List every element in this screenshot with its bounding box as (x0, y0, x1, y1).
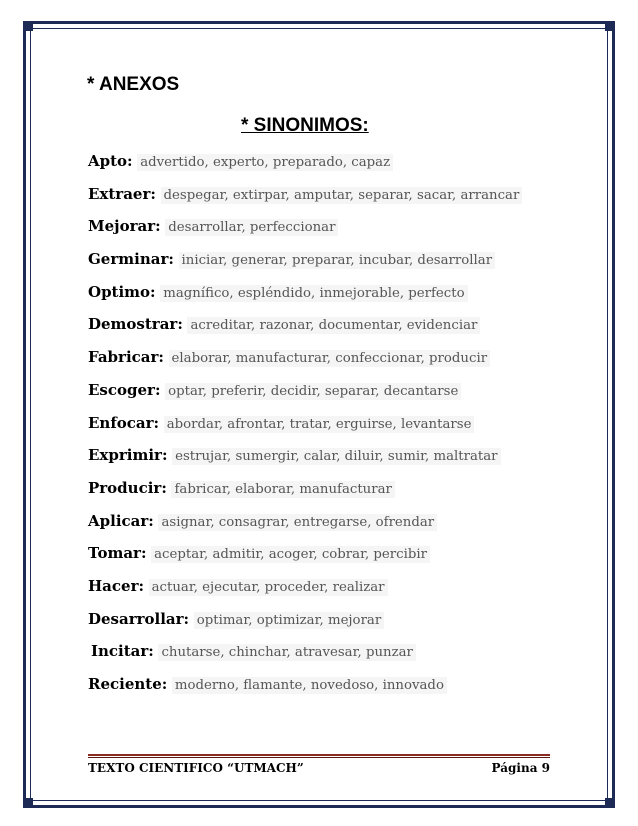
entry-term: Tomar: (88, 544, 147, 563)
entry-synonyms: magnífico, espléndido, inmejorable, perfecto (160, 285, 467, 302)
entry-term: Hacer: (88, 576, 145, 595)
entry-term: Germinar: (88, 250, 174, 269)
synonym-entry (88, 541, 568, 574)
entry-synonyms: elaborar, manufacturar, confeccionar, producir (169, 350, 491, 367)
synonym-entry (88, 411, 568, 444)
entry-term: Exprimir: (88, 446, 168, 465)
footer-title: TEXTO CIENTIFICO “UTMACH” (88, 761, 304, 775)
synonym-entry (88, 149, 568, 182)
entry-term: Aplicar: (88, 511, 154, 530)
synonym-entry (88, 476, 568, 509)
border-corner-tr (605, 21, 615, 31)
entry-synonyms: desarrollar, perfeccionar (165, 219, 338, 236)
entry-synonyms: iniciar, generar, preparar, incubar, desarrollar (179, 252, 496, 269)
synonym-entry (88, 607, 568, 640)
entry-synonyms: chutarse, chinchar, atravesar, punzar (158, 644, 415, 661)
entry-term: Enfocar: (88, 413, 160, 432)
synonym-entry (88, 312, 568, 345)
entry-term: Mejorar: (88, 217, 161, 236)
entry-synonyms: aceptar, admitir, acoger, cobrar, percibir (151, 546, 430, 563)
border-corner-br (605, 798, 615, 808)
entry-synonyms: advertido, experto, preparado, capaz (137, 154, 393, 171)
synonym-entry (88, 247, 568, 280)
border-corner-bl (23, 798, 33, 808)
section-subheading: * SINONIMOS: (241, 115, 369, 136)
entry-synonyms: acreditar, razonar, documentar, evidenciar (187, 317, 480, 334)
synonym-entry (88, 574, 568, 607)
entry-synonyms: actuar, ejecutar, proceder, realizar (149, 579, 388, 596)
border-corner-tl (23, 21, 33, 31)
entry-term: Producir: (88, 478, 167, 497)
entry-term: Desarrollar: (88, 609, 190, 628)
entry-term: Fabricar: (88, 348, 164, 367)
synonym-entry (88, 443, 568, 476)
section-heading: * ANEXOS (87, 74, 180, 95)
entry-synonyms: optimar, optimizar, mejorar (194, 612, 385, 629)
synonym-entry (88, 214, 568, 247)
synonym-list (88, 149, 568, 705)
synonym-entry (88, 639, 568, 672)
page-number: Página 9 (491, 761, 550, 775)
synonym-entry (88, 509, 568, 542)
synonym-entry (88, 345, 568, 378)
entry-synonyms: despegar, extirpar, amputar, separar, sacar, arrancar (161, 187, 523, 204)
entry-synonyms: abordar, afrontar, tratar, erguirse, levantarse (164, 416, 475, 433)
entry-term: Incitar: (91, 642, 154, 661)
entry-term: Optimo: (88, 282, 156, 301)
synonym-entry (88, 378, 568, 411)
entry-term: Apto: (88, 152, 133, 170)
entry-synonyms: moderno, flamante, novedoso, innovado (172, 677, 447, 694)
entry-term: Demostrar: (88, 315, 183, 334)
entry-synonyms: asignar, consagrar, entregarse, ofrendar (158, 514, 437, 531)
footer-divider (88, 754, 550, 756)
entry-term: Reciente: (88, 675, 168, 693)
synonym-entry (88, 280, 568, 313)
synonym-entry (88, 672, 568, 705)
synonym-entry (88, 182, 568, 215)
entry-term: Extraer: (88, 184, 156, 203)
entry-term: Escoger: (88, 380, 161, 399)
entry-synonyms: optar, preferir, decidir, separar, decantarse (165, 383, 461, 400)
footer-divider-thin (88, 757, 550, 758)
entry-synonyms: fabricar, elaborar, manufacturar (171, 481, 394, 498)
entry-synonyms: estrujar, sumergir, calar, diluir, sumir, maltratar (172, 448, 500, 465)
